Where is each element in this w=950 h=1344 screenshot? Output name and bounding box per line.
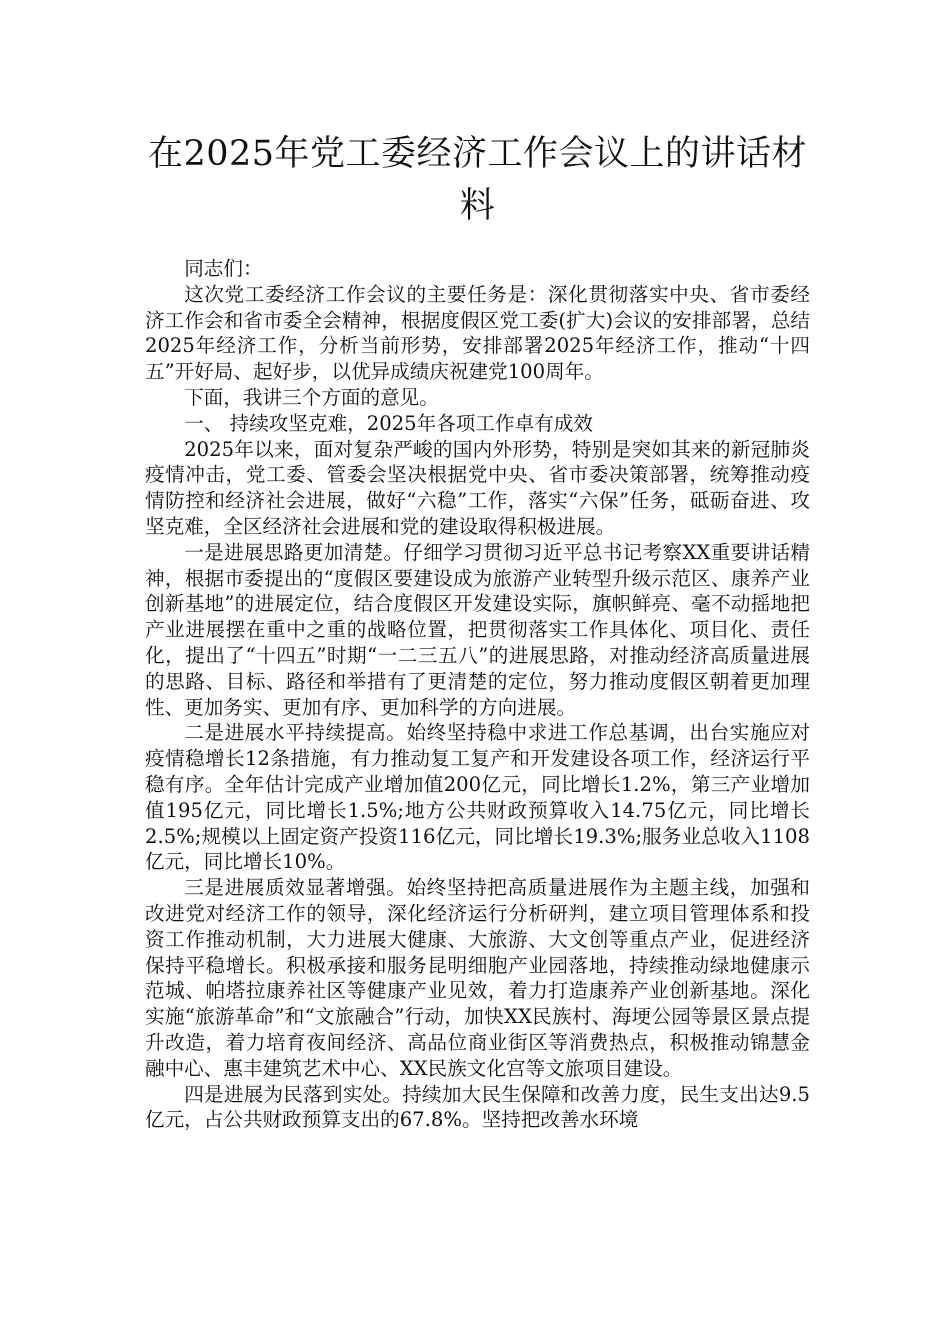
body-paragraph: 三是进展质效显著增强。始终坚持把高质量进展作为主题主线，加强和改进党对经济工作的领导，深化经济运行分析研判，建立项目管理体系和投资工作推动机制，大力进展大健康、大旅游、大文创等重点产业，促进经济保持平稳增长。积极承接和服务昆明细胞产业园落地，持续推动绿地健康示范城、帕塔拉康养社区等健康产业见效，着力打造康养产业创新基地。深化实施“旅游革命”和“文旅融合”行动，加快XX民族村、海埂公园等景区景点提升改造，着力培育夜间经济、高品位商业街区等消费热点，积极推动锦慧金融中心、惠丰建筑艺术中心、XX民族文化宫等文旅项目建设。 <box>145 876 810 1080</box>
body-paragraph: 这次党工委经济工作会议的主要任务是：深化贯彻落实中央、省市委经济工作会和省市委全会精神，根据度假区党工委(扩大)会议的安排部署，总结2025年经济工作，分析当前形势，安排部署2025年经济工作，推动“十四五”开好局、起好步，以优异成绩庆祝建党100周年。 <box>145 282 810 384</box>
document-title: 在2025年党工委经济工作会议上的讲话材料 <box>147 134 808 226</box>
document-body <box>145 256 810 1133</box>
body-paragraph: 下面，我讲三个方面的意见。 <box>184 385 439 409</box>
body-paragraph: 四是进展为民落到实处。持续加大民生保障和改善力度，民生支出达9.5亿元，占公共财政预算支出的67.8%。坚持把改善水环境 <box>145 1082 810 1132</box>
section-heading: 一、 持续攻坚克难，2025年各项工作卓有成效 <box>184 411 593 435</box>
body-paragraph: 二是进展水平持续提高。始终坚持稳中求进工作总基调，出台实施应对疫情稳增长12条措施，有力推动复工复产和开发建设各项工作，经济运行平稳有序。全年估计完成产业增加值200亿元，同比增长1.2%，第三产业增加值195亿元，同比增长1.5%;地方公共财政预算收入14.75亿元，同比增长2.5%;规模以上固定资产投资116亿元，同比增长19.3%;服务业总收入1108亿元，同比增长10%。 <box>145 721 810 874</box>
salutation: 同志们： <box>184 257 263 280</box>
document-page <box>145 128 810 1133</box>
body-paragraph: 一是进展思路更加清楚。仔细学习贯彻习近平总书记考察XX重要讲话精神，根据市委提出的“度假区要建设成为旅游产业转型升级示范区、康养产业创新基地”的进展定位，结合度假区开发建设实际，旗帜鲜亮、毫不动摇地把产业进展摆在重中之重的战略位置，把贯彻落实工作具体化、项目化、责任化，提出了“十四五”时期“一二三五八”的进展思路，对推动经济高质量进展的思路、目标、路径和举措有了更清楚的定位，努力推动度假区朝着更加理性、更加务实、更加有序、更加科学的方向进展。 <box>145 540 810 719</box>
body-paragraph: 2025年以来，面对复杂严峻的国内外形势，特别是突如其来的新冠肺炎疫情冲击，党工委、管委会坚决根据党中央、省市委决策部署，统筹推动疫情防控和经济社会进展，做好“六稳”工作，落实“六保”任务，砥砺奋进、攻坚克难，全区经济社会进展和党的建设取得积极进展。 <box>145 437 810 538</box>
